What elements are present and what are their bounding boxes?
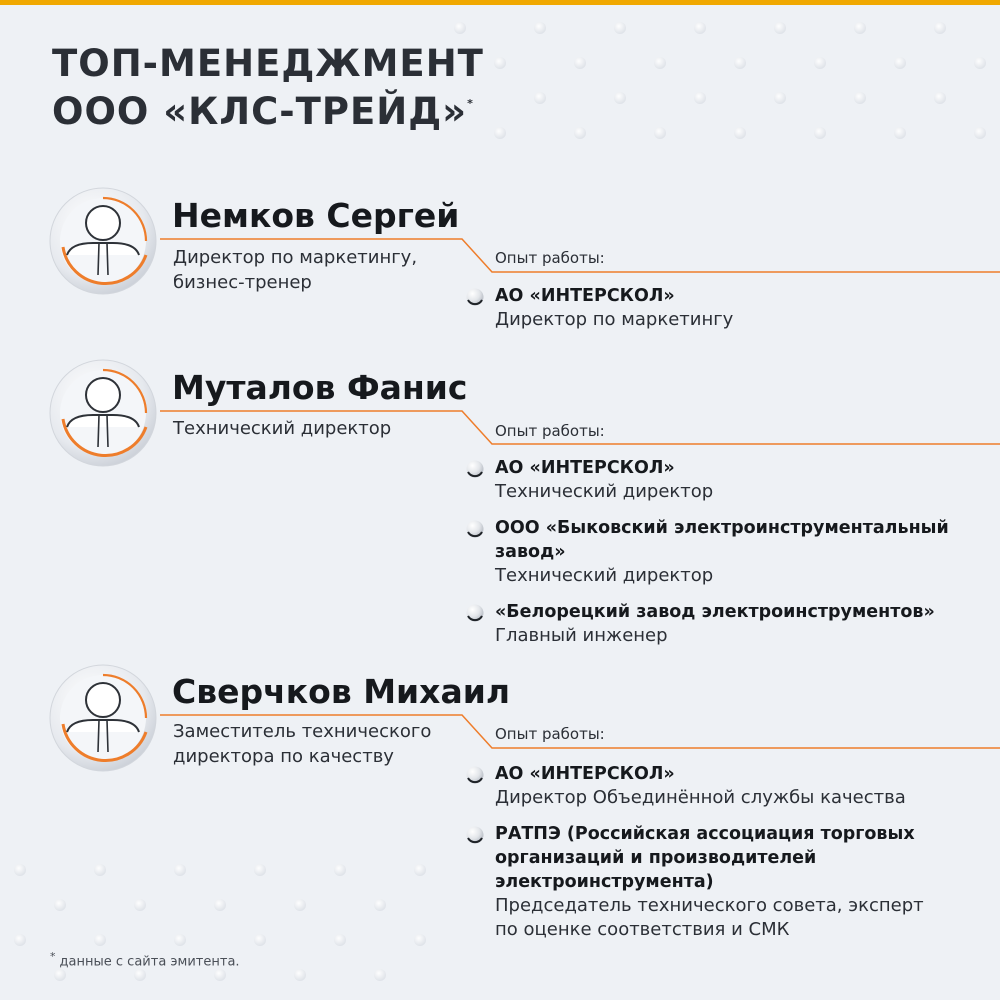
bullet-icon — [465, 765, 485, 785]
role-line: Технический директор — [173, 418, 392, 439]
background-dot — [214, 969, 226, 981]
top-accent-bar — [0, 0, 1000, 5]
background-dot — [374, 969, 386, 981]
job-position: Главный инженер — [495, 625, 668, 646]
background-dot — [974, 127, 986, 139]
job-position: Директор Объединённой службы качества — [495, 787, 906, 808]
background-dot — [254, 934, 266, 946]
job-organization: РАТПЭ (Российская ассоциация торговых организаций и производителей электроинструмента) — [495, 824, 915, 892]
person-name: Немков Сергей — [172, 196, 460, 235]
job-entry — [465, 456, 985, 504]
job-entry — [465, 516, 985, 588]
background-dot — [334, 864, 346, 876]
experience-label: Опыт работы: — [495, 725, 605, 743]
job-organization: АО «ИНТЕРСКОЛ» — [495, 286, 675, 306]
background-dot — [614, 22, 626, 34]
background-dot — [294, 899, 306, 911]
experience-label: Опыт работы: — [495, 422, 605, 440]
experience-label: Опыт работы: — [495, 249, 605, 267]
role-line: бизнес-тренер — [173, 272, 312, 293]
role-line: директора по качеству — [173, 746, 394, 767]
job-entry — [465, 822, 985, 942]
background-dot — [774, 92, 786, 104]
footnote — [50, 950, 240, 969]
background-dot — [454, 22, 466, 34]
bullet-icon — [465, 519, 485, 539]
background-dot — [534, 22, 546, 34]
job-position: Председатель технического совета, эксперт по оценке соответствия и СМК — [495, 895, 924, 940]
background-dot — [654, 57, 666, 69]
background-dot — [414, 864, 426, 876]
title-footnote-mark: * — [467, 97, 474, 110]
background-dot — [734, 57, 746, 69]
background-dot — [94, 934, 106, 946]
background-dot — [174, 864, 186, 876]
background-dot — [254, 864, 266, 876]
role-line: Директор по маркетингу, — [173, 247, 418, 268]
job-position: Технический директор — [495, 565, 714, 586]
background-dot — [174, 934, 186, 946]
background-dot — [814, 57, 826, 69]
job-organization: АО «ИНТЕРСКОЛ» — [495, 458, 675, 478]
person-name: Сверчков Михаил — [172, 672, 511, 711]
background-dot — [54, 899, 66, 911]
background-dot — [734, 127, 746, 139]
title-line-1: ТОП-МЕНЕДЖМЕНТ — [52, 42, 484, 85]
background-dot — [694, 92, 706, 104]
footnote-text: данные с сайта эмитента. — [55, 954, 240, 970]
background-dot — [134, 969, 146, 981]
background-dot — [494, 127, 506, 139]
background-dot — [574, 127, 586, 139]
background-dot — [934, 92, 946, 104]
background-dot — [654, 127, 666, 139]
background-dot — [214, 899, 226, 911]
background-dot — [14, 864, 26, 876]
job-organization: «Белорецкий завод электроинструментов» — [495, 602, 935, 622]
job-entry — [465, 600, 985, 648]
background-dot — [894, 127, 906, 139]
background-dot — [374, 899, 386, 911]
job-organization: АО «ИНТЕРСКОЛ» — [495, 764, 675, 784]
background-dot — [414, 934, 426, 946]
job-entry — [465, 762, 985, 810]
background-dot — [814, 127, 826, 139]
bullet-icon — [465, 603, 485, 623]
background-dot — [854, 22, 866, 34]
bullet-icon — [465, 459, 485, 479]
background-dot — [494, 57, 506, 69]
background-dot — [774, 22, 786, 34]
footnote-mark: * — [50, 950, 56, 963]
job-position: Технический директор — [495, 481, 714, 502]
role-line: Заместитель технического — [173, 721, 432, 742]
background-dot — [534, 92, 546, 104]
background-dot — [94, 864, 106, 876]
background-dot — [694, 22, 706, 34]
page-title — [52, 40, 484, 136]
background-dot — [14, 934, 26, 946]
title-line-2: ООО «КЛС-ТРЕЙД» — [52, 90, 468, 133]
bullet-icon — [465, 825, 485, 845]
job-organization: ООО «Быковский электроинструментальный завод» — [495, 518, 949, 562]
background-dot — [54, 969, 66, 981]
background-dot — [854, 92, 866, 104]
job-entry — [465, 284, 985, 332]
background-dot — [334, 934, 346, 946]
job-position: Директор по маркетингу — [495, 309, 734, 330]
background-dot — [614, 92, 626, 104]
person-name: Муталов Фанис — [172, 368, 468, 407]
background-dot — [894, 57, 906, 69]
background-dot — [134, 899, 146, 911]
background-dot — [934, 22, 946, 34]
background-dot — [574, 57, 586, 69]
background-dot — [294, 969, 306, 981]
background-dot — [974, 57, 986, 69]
bullet-icon — [465, 287, 485, 307]
